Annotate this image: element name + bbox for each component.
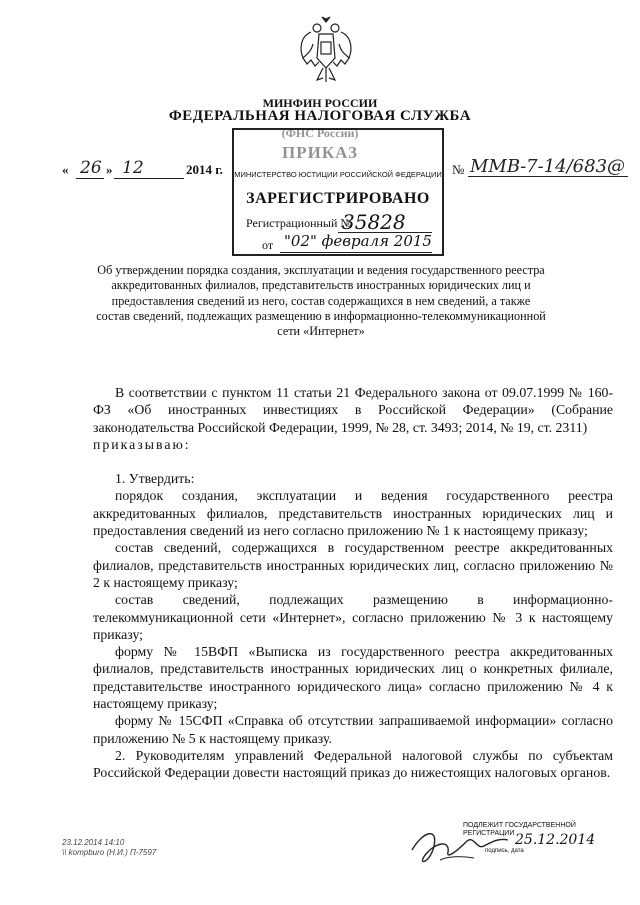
stamp-ministry: МИНИСТЕРСТВО ЮСТИЦИИ РОССИЙСКОЙ ФЕДЕРАЦИИ: [234, 170, 442, 179]
document-title: Об утверждении порядка создания, эксплуатации и ведения государственного реестра аккредитованных филиалов, представительств иностранных юридических лиц и предоставления сведений из него, состав содержащихся в нем сведений, а также состав сведений, подлежащих размещению в информационно-телекоммуникационной сети «Интернет»: [96, 263, 546, 339]
date-day-underline: [76, 178, 104, 179]
date-day: 26: [80, 158, 102, 178]
service-name: ФЕДЕРАЛЬНАЯ НАЛОГОВАЯ СЛУЖБА: [168, 108, 472, 124]
footer-stamp-bottom: подпись, дата: [485, 848, 524, 854]
stamp-date-underline: [280, 252, 432, 253]
stamp-number-value: 35828: [342, 210, 406, 234]
item-2: 2. Руководителям управлений Федеральной налоговой службы по субъектам Российской Федерации довести настоящий приказ до нижестоящих налоговых органов.: [93, 747, 613, 781]
footer-meta: [62, 838, 156, 858]
item-1-d: форму № 15ВФП «Выписка из государственного реестра аккредитованных филиалов, представительств иностранных юридических лиц о конкретных филиале, представительстве иностранного юридического лица» согласно приложению № 4 к настоящему приказу;: [93, 644, 613, 712]
number-underline: [468, 176, 628, 177]
footer-stamp-top: ПОДЛЕЖИТ ГОСУДАРСТВЕННОЙ РЕГИСТРАЦИИ: [463, 822, 576, 837]
item-1-c: состав сведений, подлежащих размещению в информационно-телекоммуникационной сети «Интернет», согласно приложению № 3 к настоящему приказу;: [93, 592, 613, 642]
number-value: ММВ-7-14/683@: [470, 156, 626, 177]
date-open-quote: «: [62, 162, 69, 177]
stamp-registered: ЗАРЕГИСТРИРОВАНО: [246, 190, 430, 207]
date-month: 12: [122, 158, 144, 178]
paragraph-gap: [93, 453, 613, 470]
preamble-paragraph: В соответствии с пунктом 11 статьи 21 Федерального закона от 09.07.1999 № 160-ФЗ «Об иностранных инвестициях в Российской Федерации» (Собрание законодательства Российской Федерации, 1999, № 28, ст. 3493; 2014, № 19, ст. 2311): [93, 385, 613, 435]
date-year: 2014 г.: [186, 162, 223, 177]
date-close-quote: »: [106, 162, 113, 177]
registration-stamp: [232, 128, 444, 256]
stamp-date-label: от: [262, 238, 274, 252]
item-1-e: форму № 15СФП «Справка об отсутствии запрашиваемой информации» согласно приложению № 5 к настоящему приказу.: [93, 713, 613, 746]
footer-stamp-date: 25.12.2014: [515, 832, 596, 848]
footer-path: \\ kompburo (Н.И.) П-7597: [62, 848, 157, 857]
footer-timestamp: 23.12.2014 14:10: [62, 838, 125, 847]
ministry-name: МИНФИН РОССИИ: [262, 96, 378, 110]
number-sign: №: [452, 162, 465, 177]
item-1-a: порядок создания, эксплуатации и ведения государственного реестра аккредитованных филиалов, представительств иностранных юридических лиц и предоставления сведений из него согласно приложению № 1 к настоящему приказу;: [93, 488, 613, 539]
item-1-b: состав сведений, содержащихся в государственном реестре аккредитованных филиалов, представительств иностранных юридических лиц, согласно приложению № 2 к настоящему приказу;: [93, 540, 613, 590]
item-1-heading: 1. Утвердить:: [115, 471, 195, 487]
stamp-number-label: Регистрационный №: [246, 216, 352, 230]
order-directive: приказываю:: [93, 436, 191, 452]
document-body: [93, 384, 613, 782]
signature-icon: [404, 820, 514, 872]
stamp-date-value: "02" февраля 2015: [284, 232, 432, 250]
coat-of-arms-emblem-icon: [297, 14, 355, 90]
date-month-underline: [114, 178, 184, 179]
